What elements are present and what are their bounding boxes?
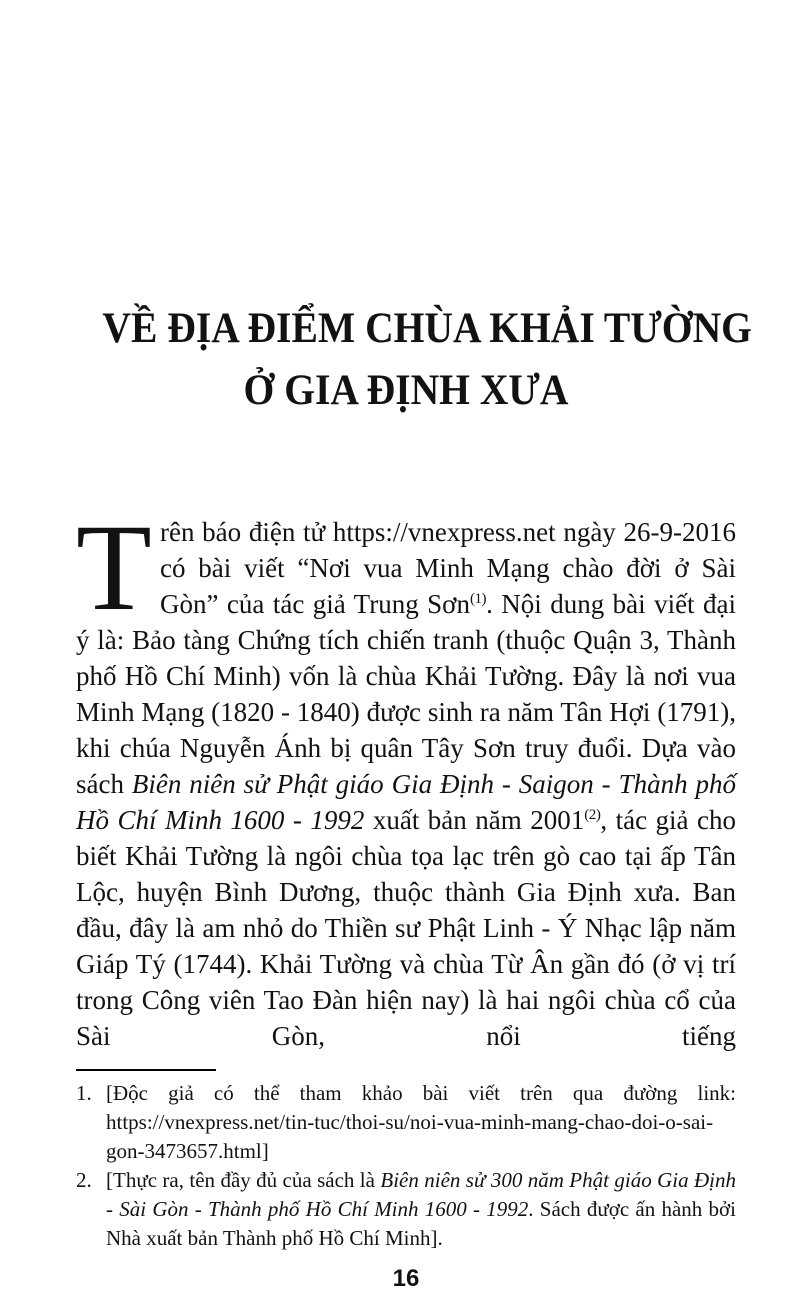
footnote-separator [76, 1069, 216, 1071]
footnote-ref-1: (1) [469, 591, 487, 607]
footnotes-section [76, 1079, 736, 1253]
footnote-2-segment-2: . Sách được ấn hành bởi Nhà xuất bản Thành phố Hồ Chí Minh]. [106, 1197, 736, 1250]
footnote-1 [76, 1079, 736, 1166]
body-segment-2: . Nội dung bài viết đại ý là: Bảo tàng Chứng tích chiến tranh (thuộc Quận 3, Thành phố Hồ Chí Minh) vốn là chùa Khải Tường. Đây là nơi vua Minh Mạng (1820 - 1840) được sinh ra năm Tân Hợi (1791), khi chúa Nguyễn Ánh bị quân Tây Sơn truy đuổi. Dựa vào sách [76, 589, 736, 799]
dropcap-letter: T [76, 499, 152, 636]
body-segment-1: rên báo điện tử https://vnexpress.net ngày 26-9-2016 có bài viết “Nơi vua Minh Mạng chào đời ở Sài Gòn” của tác giả Trung Sơn [160, 517, 736, 619]
book-title-italic: Biên niên sử Phật giáo Gia Định - Saigon - Thành phố Hồ Chí Minh 1600 - 1992 [76, 769, 736, 835]
chapter-title-line-1: VỀ ĐỊA ĐIỂM CHÙA KHẢI TƯỜNG [102, 305, 752, 352]
body-segment-3: xuất bản năm 2001 [364, 805, 585, 835]
footnote-2-book-title: Biên niên sử 300 năm Phật giáo Gia Định - Sài Gòn - Thành phố Hồ Chí Minh 1600 - 1992 [106, 1168, 736, 1221]
footnote-1-text: [Độc giả có thể tham khảo bài viết trên qua đường link: https://vnexpress.net/tin-tuc/thoi-su/noi-vua-minh-mang-chao-doi-o-sai-gon-3473657.html] [106, 1081, 736, 1163]
chapter-title-line-2: Ở GIA ĐỊNH XƯA [243, 367, 569, 414]
body-segment-4: , tác giả cho biết Khải Tường là ngôi chùa tọa lạc trên gò cao tại ấp Tân Lộc, huyện Bình Dương, thuộc thành Gia Định xưa. Ban đầu, đây là am nhỏ do Thiền sư Phật Linh - Ý Nhạc lập năm Giáp Tý (1744). Khải Tường và chùa Từ Ân gần đó (ở vị trí trong Công viên Tao Đàn hiện nay) là hai ngôi chùa cổ của Sài Gòn, nổi tiếng [76, 805, 736, 1051]
footnote-2 [76, 1166, 736, 1253]
footnote-2-text [106, 1166, 736, 1253]
footnote-2-number: 2. [76, 1168, 92, 1192]
body-paragraph [76, 499, 736, 1054]
page-number: 16 [392, 1265, 420, 1292]
chapter-title [102, 298, 752, 422]
footnote-1-number: 1. [76, 1081, 92, 1105]
footnote-2-segment-1: [Thực ra, tên đầy đủ của sách là [106, 1168, 381, 1192]
footnote-ref-2: (2) [584, 807, 601, 823]
